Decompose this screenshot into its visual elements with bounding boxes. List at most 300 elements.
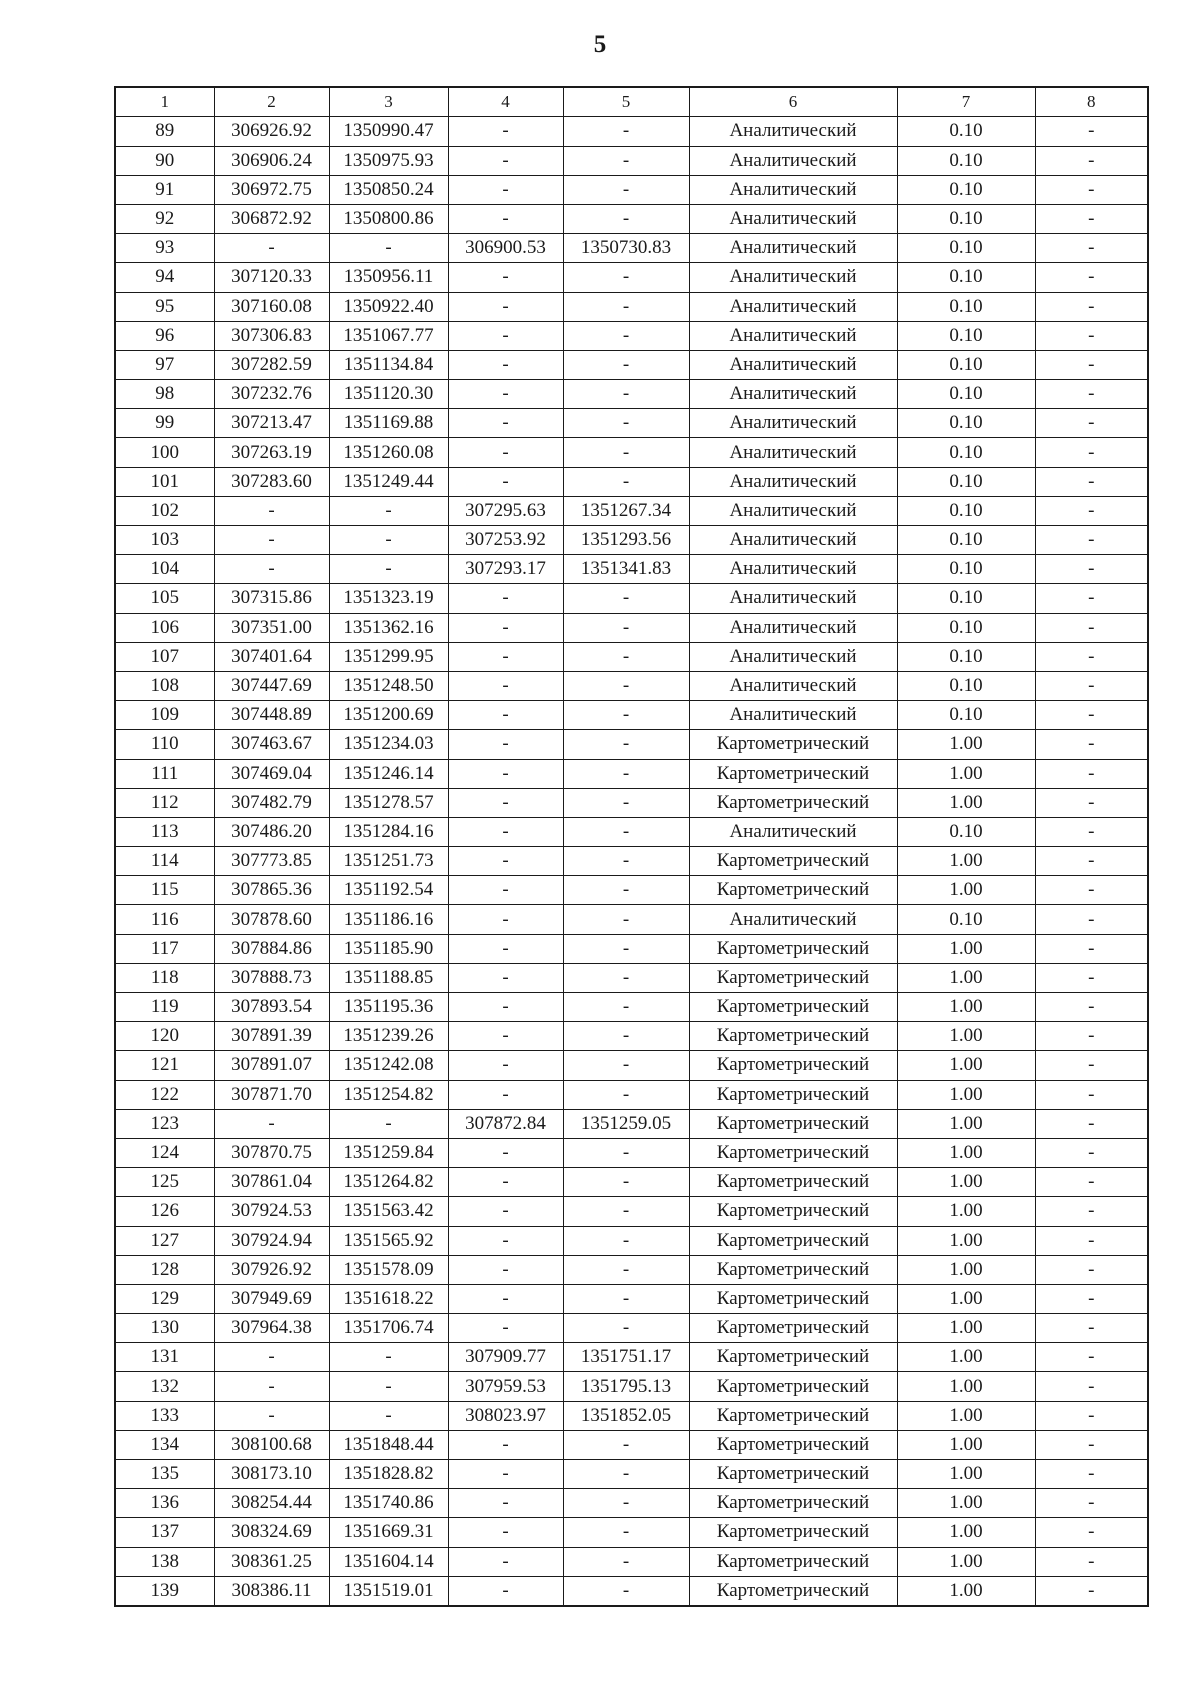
cell-y-coordinate: 1351578.09 — [329, 1255, 448, 1284]
table-row — [115, 993, 1148, 1022]
cell-accuracy: 0.10 — [897, 409, 1035, 438]
cell-accuracy: 1.00 — [897, 788, 1035, 817]
cell-note: - — [1035, 1518, 1148, 1547]
cell-accuracy: 0.10 — [897, 496, 1035, 525]
cell-x-coordinate: - — [214, 555, 329, 584]
cell-x-new-coordinate: - — [448, 467, 563, 496]
cell-method: Картометрический — [689, 876, 897, 905]
cell-x-coordinate: 308386.11 — [214, 1576, 329, 1606]
table-row — [115, 1109, 1148, 1138]
cell-x-coordinate: 307401.64 — [214, 642, 329, 671]
table-row — [115, 1518, 1148, 1547]
cell-method: Аналитический — [689, 234, 897, 263]
table-row — [115, 934, 1148, 963]
cell-point-number: 109 — [115, 701, 214, 730]
cell-note: - — [1035, 350, 1148, 379]
cell-method: Аналитический — [689, 817, 897, 846]
table-header — [115, 87, 1148, 117]
table-row — [115, 642, 1148, 671]
cell-x-coordinate: 308324.69 — [214, 1518, 329, 1547]
cell-y-coordinate: 1351239.26 — [329, 1022, 448, 1051]
cell-method: Картометрический — [689, 1460, 897, 1489]
cell-x-new-coordinate: 307253.92 — [448, 526, 563, 555]
cell-y-new-coordinate: - — [563, 934, 689, 963]
cell-method: Картометрический — [689, 963, 897, 992]
cell-x-new-coordinate: - — [448, 117, 563, 146]
cell-x-new-coordinate: - — [448, 876, 563, 905]
cell-method: Аналитический — [689, 555, 897, 584]
cell-note: - — [1035, 1197, 1148, 1226]
cell-y-coordinate: - — [329, 555, 448, 584]
cell-y-new-coordinate: - — [563, 993, 689, 1022]
cell-x-new-coordinate: 307909.77 — [448, 1343, 563, 1372]
cell-note: - — [1035, 1080, 1148, 1109]
table-row — [115, 1576, 1148, 1606]
cell-point-number: 124 — [115, 1138, 214, 1167]
cell-point-number: 121 — [115, 1051, 214, 1080]
table-row — [115, 555, 1148, 584]
cell-accuracy: 0.10 — [897, 175, 1035, 204]
cell-x-new-coordinate: - — [448, 934, 563, 963]
cell-y-new-coordinate: - — [563, 817, 689, 846]
cell-x-new-coordinate: - — [448, 321, 563, 350]
cell-y-coordinate: 1350922.40 — [329, 292, 448, 321]
cell-note: - — [1035, 1284, 1148, 1313]
cell-accuracy: 1.00 — [897, 876, 1035, 905]
cell-point-number: 126 — [115, 1197, 214, 1226]
cell-x-coordinate: 307891.39 — [214, 1022, 329, 1051]
cell-point-number: 110 — [115, 730, 214, 759]
cell-accuracy: 1.00 — [897, 934, 1035, 963]
cell-x-new-coordinate: - — [448, 1138, 563, 1167]
cell-accuracy: 1.00 — [897, 1022, 1035, 1051]
cell-method: Аналитический — [689, 292, 897, 321]
cell-y-coordinate: 1351120.30 — [329, 380, 448, 409]
cell-y-new-coordinate: - — [563, 847, 689, 876]
cell-point-number: 118 — [115, 963, 214, 992]
column-header-6: 6 — [689, 87, 897, 117]
cell-y-new-coordinate: - — [563, 963, 689, 992]
column-header-5: 5 — [563, 87, 689, 117]
cell-x-coordinate: 308100.68 — [214, 1430, 329, 1459]
cell-y-new-coordinate: - — [563, 1576, 689, 1606]
cell-method: Картометрический — [689, 1255, 897, 1284]
cell-method: Аналитический — [689, 438, 897, 467]
cell-method: Картометрический — [689, 1226, 897, 1255]
cell-x-new-coordinate: - — [448, 730, 563, 759]
cell-x-new-coordinate: - — [448, 993, 563, 1022]
cell-x-coordinate: 307160.08 — [214, 292, 329, 321]
cell-method: Картометрический — [689, 1576, 897, 1606]
cell-accuracy: 1.00 — [897, 1576, 1035, 1606]
cell-accuracy: 0.10 — [897, 905, 1035, 934]
cell-x-new-coordinate: - — [448, 671, 563, 700]
cell-y-coordinate: 1351248.50 — [329, 671, 448, 700]
table-row — [115, 263, 1148, 292]
cell-y-new-coordinate: - — [563, 1080, 689, 1109]
cell-x-new-coordinate: - — [448, 759, 563, 788]
cell-x-new-coordinate: - — [448, 1576, 563, 1606]
cell-y-coordinate: - — [329, 234, 448, 263]
cell-accuracy: 1.00 — [897, 1109, 1035, 1138]
cell-point-number: 106 — [115, 613, 214, 642]
table-row — [115, 1226, 1148, 1255]
table-row — [115, 350, 1148, 379]
cell-x-coordinate: 307306.83 — [214, 321, 329, 350]
table-row — [115, 701, 1148, 730]
cell-y-new-coordinate: 1351795.13 — [563, 1372, 689, 1401]
cell-method: Картометрический — [689, 1138, 897, 1167]
cell-method: Картометрический — [689, 1489, 897, 1518]
cell-y-new-coordinate: - — [563, 1518, 689, 1547]
cell-method: Аналитический — [689, 204, 897, 233]
cell-note: - — [1035, 701, 1148, 730]
cell-x-coordinate: 307861.04 — [214, 1168, 329, 1197]
cell-y-coordinate: 1351740.86 — [329, 1489, 448, 1518]
cell-accuracy: 0.10 — [897, 467, 1035, 496]
cell-x-coordinate: 307893.54 — [214, 993, 329, 1022]
cell-accuracy: 1.00 — [897, 963, 1035, 992]
cell-method: Аналитический — [689, 409, 897, 438]
cell-x-coordinate: 307447.69 — [214, 671, 329, 700]
cell-y-new-coordinate: - — [563, 1168, 689, 1197]
cell-method: Картометрический — [689, 1430, 897, 1459]
cell-y-coordinate: 1351278.57 — [329, 788, 448, 817]
cell-point-number: 95 — [115, 292, 214, 321]
cell-x-new-coordinate: - — [448, 1460, 563, 1489]
cell-y-coordinate: - — [329, 526, 448, 555]
cell-y-coordinate: 1351254.82 — [329, 1080, 448, 1109]
cell-accuracy: 1.00 — [897, 730, 1035, 759]
cell-point-number: 90 — [115, 146, 214, 175]
cell-x-coordinate: 307884.86 — [214, 934, 329, 963]
cell-point-number: 96 — [115, 321, 214, 350]
cell-x-new-coordinate: - — [448, 642, 563, 671]
table-row — [115, 847, 1148, 876]
cell-note: - — [1035, 1343, 1148, 1372]
cell-x-new-coordinate: - — [448, 701, 563, 730]
cell-accuracy: 0.10 — [897, 292, 1035, 321]
cell-point-number: 100 — [115, 438, 214, 467]
cell-point-number: 103 — [115, 526, 214, 555]
table-row — [115, 409, 1148, 438]
cell-note: - — [1035, 409, 1148, 438]
cell-y-coordinate: 1350975.93 — [329, 146, 448, 175]
cell-note: - — [1035, 905, 1148, 934]
table-row — [115, 1314, 1148, 1343]
cell-y-new-coordinate: - — [563, 1460, 689, 1489]
cell-x-coordinate: 307924.94 — [214, 1226, 329, 1255]
cell-method: Картометрический — [689, 1284, 897, 1313]
cell-accuracy: 1.00 — [897, 1284, 1035, 1313]
table-row — [115, 1051, 1148, 1080]
cell-method: Картометрический — [689, 1343, 897, 1372]
cell-y-coordinate: - — [329, 1401, 448, 1430]
cell-y-new-coordinate: 1351852.05 — [563, 1401, 689, 1430]
table-row — [115, 204, 1148, 233]
table-row — [115, 146, 1148, 175]
cell-y-new-coordinate: - — [563, 1430, 689, 1459]
cell-accuracy: 0.10 — [897, 146, 1035, 175]
cell-y-coordinate: 1351264.82 — [329, 1168, 448, 1197]
cell-y-coordinate: 1351251.73 — [329, 847, 448, 876]
cell-note: - — [1035, 1051, 1148, 1080]
cell-y-coordinate: 1351260.08 — [329, 438, 448, 467]
cell-x-new-coordinate: - — [448, 263, 563, 292]
cell-point-number: 101 — [115, 467, 214, 496]
cell-y-coordinate: 1351186.16 — [329, 905, 448, 934]
cell-accuracy: 0.10 — [897, 613, 1035, 642]
table-row — [115, 496, 1148, 525]
cell-x-new-coordinate: 308023.97 — [448, 1401, 563, 1430]
cell-x-new-coordinate: - — [448, 1168, 563, 1197]
cell-accuracy: 0.10 — [897, 117, 1035, 146]
cell-y-new-coordinate: 1351267.34 — [563, 496, 689, 525]
cell-accuracy: 1.00 — [897, 847, 1035, 876]
cell-y-new-coordinate: - — [563, 1255, 689, 1284]
cell-x-new-coordinate: - — [448, 817, 563, 846]
table-row — [115, 584, 1148, 613]
cell-point-number: 93 — [115, 234, 214, 263]
table-row — [115, 1080, 1148, 1109]
cell-note: - — [1035, 1022, 1148, 1051]
cell-x-coordinate: 307448.89 — [214, 701, 329, 730]
cell-point-number: 92 — [115, 204, 214, 233]
cell-note: - — [1035, 1372, 1148, 1401]
cell-y-new-coordinate: - — [563, 117, 689, 146]
table-row — [115, 292, 1148, 321]
table-row — [115, 117, 1148, 146]
cell-x-new-coordinate: - — [448, 204, 563, 233]
cell-x-coordinate: - — [214, 1109, 329, 1138]
cell-method: Аналитический — [689, 467, 897, 496]
cell-note: - — [1035, 204, 1148, 233]
cell-y-new-coordinate: - — [563, 1197, 689, 1226]
table-row — [115, 817, 1148, 846]
cell-point-number: 129 — [115, 1284, 214, 1313]
cell-note: - — [1035, 321, 1148, 350]
cell-method: Картометрический — [689, 1401, 897, 1430]
cell-point-number: 123 — [115, 1109, 214, 1138]
cell-method: Картометрический — [689, 1197, 897, 1226]
cell-accuracy: 1.00 — [897, 1226, 1035, 1255]
table-row — [115, 759, 1148, 788]
cell-x-coordinate: - — [214, 234, 329, 263]
cell-y-new-coordinate: - — [563, 759, 689, 788]
cell-note: - — [1035, 380, 1148, 409]
cell-point-number: 99 — [115, 409, 214, 438]
cell-y-coordinate: 1351234.03 — [329, 730, 448, 759]
cell-y-coordinate: 1351185.90 — [329, 934, 448, 963]
cell-point-number: 137 — [115, 1518, 214, 1547]
table-row — [115, 613, 1148, 642]
cell-note: - — [1035, 1255, 1148, 1284]
cell-point-number: 120 — [115, 1022, 214, 1051]
cell-accuracy: 0.10 — [897, 438, 1035, 467]
cell-point-number: 122 — [115, 1080, 214, 1109]
cell-accuracy: 0.10 — [897, 584, 1035, 613]
cell-method: Аналитический — [689, 671, 897, 700]
cell-x-coordinate: 307773.85 — [214, 847, 329, 876]
cell-method: Картометрический — [689, 1022, 897, 1051]
cell-y-new-coordinate: - — [563, 905, 689, 934]
cell-y-new-coordinate: - — [563, 438, 689, 467]
cell-point-number: 128 — [115, 1255, 214, 1284]
table-row — [115, 1489, 1148, 1518]
cell-x-new-coordinate: - — [448, 1489, 563, 1518]
cell-point-number: 115 — [115, 876, 214, 905]
cell-note: - — [1035, 1547, 1148, 1576]
cell-y-coordinate: - — [329, 496, 448, 525]
table-row — [115, 788, 1148, 817]
cell-point-number: 139 — [115, 1576, 214, 1606]
cell-note: - — [1035, 496, 1148, 525]
cell-x-new-coordinate: - — [448, 788, 563, 817]
cell-y-new-coordinate: 1351259.05 — [563, 1109, 689, 1138]
cell-y-new-coordinate: - — [563, 613, 689, 642]
cell-y-new-coordinate: - — [563, 1051, 689, 1080]
cell-x-coordinate: 307283.60 — [214, 467, 329, 496]
cell-y-coordinate: 1351134.84 — [329, 350, 448, 379]
cell-x-new-coordinate: - — [448, 438, 563, 467]
cell-x-coordinate: 307926.92 — [214, 1255, 329, 1284]
cell-accuracy: 0.10 — [897, 204, 1035, 233]
cell-accuracy: 1.00 — [897, 1080, 1035, 1109]
cell-x-coordinate: - — [214, 1343, 329, 1372]
cell-y-coordinate: 1351169.88 — [329, 409, 448, 438]
cell-note: - — [1035, 1226, 1148, 1255]
cell-x-new-coordinate: - — [448, 1226, 563, 1255]
cell-y-coordinate: 1350956.11 — [329, 263, 448, 292]
cell-point-number: 105 — [115, 584, 214, 613]
cell-accuracy: 1.00 — [897, 1168, 1035, 1197]
cell-method: Картометрический — [689, 934, 897, 963]
cell-y-coordinate: 1351669.31 — [329, 1518, 448, 1547]
cell-point-number: 127 — [115, 1226, 214, 1255]
cell-accuracy: 1.00 — [897, 759, 1035, 788]
cell-x-new-coordinate: - — [448, 146, 563, 175]
table-row — [115, 1022, 1148, 1051]
cell-method: Аналитический — [689, 642, 897, 671]
cell-note: - — [1035, 146, 1148, 175]
cell-accuracy: 1.00 — [897, 1197, 1035, 1226]
cell-y-coordinate: - — [329, 1372, 448, 1401]
cell-y-coordinate: 1351563.42 — [329, 1197, 448, 1226]
cell-point-number: 130 — [115, 1314, 214, 1343]
cell-x-new-coordinate: - — [448, 1547, 563, 1576]
cell-x-coordinate: 307120.33 — [214, 263, 329, 292]
cell-x-coordinate: - — [214, 1372, 329, 1401]
cell-y-coordinate: 1351246.14 — [329, 759, 448, 788]
cell-x-new-coordinate: - — [448, 1022, 563, 1051]
cell-note: - — [1035, 467, 1148, 496]
cell-note: - — [1035, 1576, 1148, 1606]
cell-accuracy: 1.00 — [897, 1372, 1035, 1401]
cell-note: - — [1035, 1489, 1148, 1518]
cell-y-coordinate: 1351706.74 — [329, 1314, 448, 1343]
cell-x-coordinate: 307315.86 — [214, 584, 329, 613]
cell-note: - — [1035, 963, 1148, 992]
cell-method: Картометрический — [689, 1168, 897, 1197]
cell-note: - — [1035, 1138, 1148, 1167]
cell-method: Аналитический — [689, 117, 897, 146]
cell-method: Аналитический — [689, 613, 897, 642]
table-row — [115, 380, 1148, 409]
cell-x-new-coordinate: - — [448, 963, 563, 992]
table-row — [115, 730, 1148, 759]
cell-y-coordinate: 1351200.69 — [329, 701, 448, 730]
cell-method: Картометрический — [689, 1372, 897, 1401]
cell-method: Аналитический — [689, 584, 897, 613]
cell-x-new-coordinate: - — [448, 350, 563, 379]
cell-y-new-coordinate: 1351751.17 — [563, 1343, 689, 1372]
cell-y-new-coordinate: - — [563, 204, 689, 233]
table-row — [115, 321, 1148, 350]
cell-point-number: 119 — [115, 993, 214, 1022]
cell-y-new-coordinate: 1351293.56 — [563, 526, 689, 555]
cell-y-coordinate: 1351067.77 — [329, 321, 448, 350]
cell-x-new-coordinate: 307293.17 — [448, 555, 563, 584]
table-row — [115, 1197, 1148, 1226]
cell-y-new-coordinate: - — [563, 788, 689, 817]
table-row — [115, 876, 1148, 905]
cell-y-coordinate: 1351192.54 — [329, 876, 448, 905]
cell-y-new-coordinate: - — [563, 642, 689, 671]
table-row — [115, 1138, 1148, 1167]
cell-y-coordinate: 1351195.36 — [329, 993, 448, 1022]
cell-method: Картометрический — [689, 730, 897, 759]
cell-method: Картометрический — [689, 759, 897, 788]
cell-note: - — [1035, 642, 1148, 671]
cell-y-coordinate: 1350800.86 — [329, 204, 448, 233]
cell-accuracy: 1.00 — [897, 1401, 1035, 1430]
cell-method: Картометрический — [689, 788, 897, 817]
cell-method: Аналитический — [689, 321, 897, 350]
cell-x-new-coordinate: - — [448, 1284, 563, 1313]
cell-point-number: 131 — [115, 1343, 214, 1372]
cell-point-number: 94 — [115, 263, 214, 292]
cell-method: Картометрический — [689, 993, 897, 1022]
cell-y-new-coordinate: - — [563, 263, 689, 292]
cell-note: - — [1035, 613, 1148, 642]
cell-note: - — [1035, 788, 1148, 817]
cell-point-number: 132 — [115, 1372, 214, 1401]
cell-x-new-coordinate: - — [448, 1314, 563, 1343]
cell-accuracy: 1.00 — [897, 1051, 1035, 1080]
cell-y-coordinate: 1351299.95 — [329, 642, 448, 671]
header-row — [115, 87, 1148, 117]
column-header-4: 4 — [448, 87, 563, 117]
cell-accuracy: 1.00 — [897, 1255, 1035, 1284]
cell-x-coordinate: 306906.24 — [214, 146, 329, 175]
cell-y-new-coordinate: - — [563, 350, 689, 379]
table-row — [115, 1255, 1148, 1284]
cell-x-coordinate: 307964.38 — [214, 1314, 329, 1343]
cell-accuracy: 0.10 — [897, 321, 1035, 350]
cell-point-number: 89 — [115, 117, 214, 146]
cell-x-new-coordinate: - — [448, 1197, 563, 1226]
cell-accuracy: 1.00 — [897, 1343, 1035, 1372]
table-row — [115, 526, 1148, 555]
cell-accuracy: 0.10 — [897, 555, 1035, 584]
cell-note: - — [1035, 117, 1148, 146]
cell-y-coordinate: - — [329, 1343, 448, 1372]
cell-x-new-coordinate: - — [448, 1051, 563, 1080]
cell-note: - — [1035, 1430, 1148, 1459]
cell-y-coordinate: 1351284.16 — [329, 817, 448, 846]
cell-method: Картометрический — [689, 1109, 897, 1138]
cell-x-coordinate: 307282.59 — [214, 350, 329, 379]
